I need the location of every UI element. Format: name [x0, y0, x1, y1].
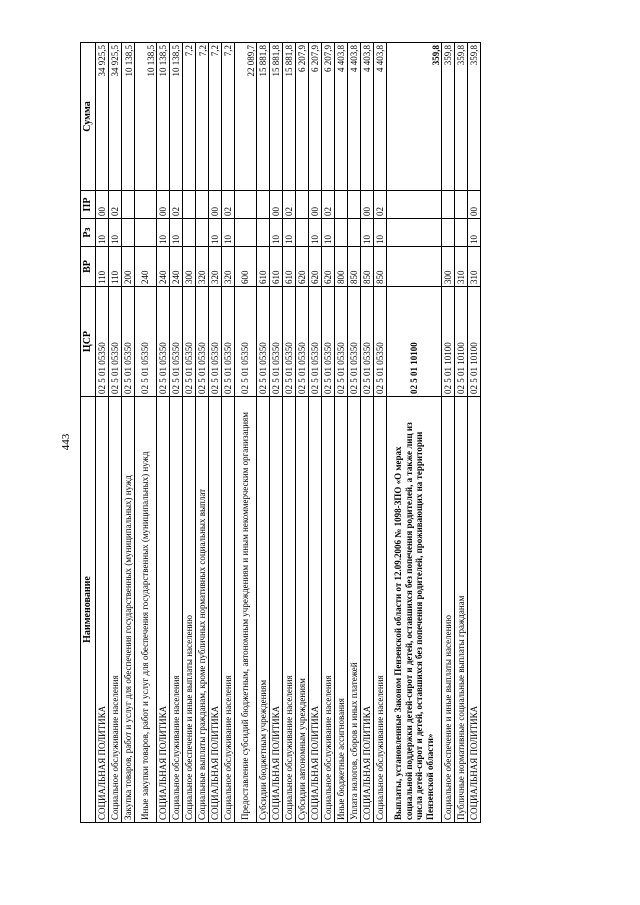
cell-vr: 310	[455, 247, 468, 287]
cell-csr: 02 5 01 10100	[468, 287, 481, 397]
cell-pr: 02	[374, 191, 387, 219]
cell-sum: 6 207,9	[309, 43, 322, 191]
cell-pr	[183, 191, 196, 219]
cell-sum: 15 881,8	[270, 43, 283, 191]
cell-name: Социальное обслуживание населения	[170, 397, 183, 823]
cell-pr	[387, 191, 442, 219]
cell-vr: 300	[442, 247, 455, 287]
cell-name: СОЦИАЛЬНАЯ ПОЛИТИКА	[270, 397, 283, 823]
rotated-table-container	[80, 43, 550, 823]
cell-name: Социальные выплаты гражданам, кроме публичных нормативных социальных выплат	[196, 397, 209, 823]
cell-pr	[257, 191, 270, 219]
cell-rz	[455, 219, 468, 247]
cell-csr: 02 5 01 05350	[309, 287, 322, 397]
table-row	[387, 43, 442, 823]
cell-pr	[235, 191, 257, 219]
table-row	[455, 43, 468, 823]
cell-vr: 240	[170, 247, 183, 287]
cell-vr: 320	[222, 247, 235, 287]
cell-sum: 34 925,5	[109, 43, 122, 191]
cell-csr: 02 5 01 05350	[270, 287, 283, 397]
cell-csr: 02 5 01 05350	[361, 287, 374, 397]
cell-csr: 02 5 01 05350	[283, 287, 296, 397]
cell-rz: 10	[270, 219, 283, 247]
table-row	[222, 43, 235, 823]
table-row	[296, 43, 309, 823]
cell-name: СОЦИАЛЬНАЯ ПОЛИТИКА	[157, 397, 170, 823]
cell-pr: 02	[222, 191, 235, 219]
cell-sum: 15 881,8	[283, 43, 296, 191]
cell-pr	[348, 191, 361, 219]
table-row	[322, 43, 335, 823]
cell-pr	[122, 191, 135, 219]
cell-vr: 300	[183, 247, 196, 287]
cell-rz	[122, 219, 135, 247]
cell-csr: 02 5 01 05350	[109, 287, 122, 397]
cell-rz	[235, 219, 257, 247]
cell-name: Социальное обеспечение и иные выплаты населению	[442, 397, 455, 823]
cell-vr: 110	[109, 247, 122, 287]
cell-pr	[296, 191, 309, 219]
table-row	[257, 43, 270, 823]
cell-csr: 02 5 01 05350	[222, 287, 235, 397]
cell-vr: 850	[348, 247, 361, 287]
cell-name: СОЦИАЛЬНАЯ ПОЛИТИКА	[468, 397, 481, 823]
cell-csr: 02 5 01 05350	[235, 287, 257, 397]
table-row	[157, 43, 170, 823]
cell-sum: 34 925,5	[96, 43, 109, 191]
cell-csr: 02 5 01 10100	[387, 287, 442, 397]
cell-name: СОЦИАЛЬНАЯ ПОЛИТИКА	[209, 397, 222, 823]
table-row	[183, 43, 196, 823]
cell-rz	[135, 219, 157, 247]
table-row	[109, 43, 122, 823]
cell-vr: 850	[361, 247, 374, 287]
cell-pr: 00	[468, 191, 481, 219]
cell-name: Субсидии автономным учреждениям	[296, 397, 309, 823]
cell-sum: 6 207,9	[322, 43, 335, 191]
cell-sum: 4 403,8	[348, 43, 361, 191]
cell-pr	[335, 191, 348, 219]
cell-pr: 00	[270, 191, 283, 219]
table-row	[374, 43, 387, 823]
page-number: 443	[60, 433, 72, 451]
cell-rz: 10	[322, 219, 335, 247]
cell-name: Уплата налогов, сборов и иных платежей	[348, 397, 361, 823]
cell-pr: 00	[96, 191, 109, 219]
cell-csr: 02 5 01 05350	[374, 287, 387, 397]
cell-csr: 02 5 01 10100	[455, 287, 468, 397]
cell-vr: 110	[96, 247, 109, 287]
table-row	[170, 43, 183, 823]
cell-rz: 10	[96, 219, 109, 247]
header-name: Наименование	[81, 397, 96, 823]
cell-name: Социальное обслуживание населения	[322, 397, 335, 823]
cell-vr: 610	[270, 247, 283, 287]
cell-rz	[442, 219, 455, 247]
cell-pr: 00	[209, 191, 222, 219]
cell-name: Субсидии бюджетным учреждениям	[257, 397, 270, 823]
cell-name: Иные закупки товаров, работ и услуг для обеспечения государственных (муниципальных) нужд	[135, 397, 157, 823]
cell-pr: 00	[309, 191, 322, 219]
cell-rz: 10	[468, 219, 481, 247]
budget-table	[80, 42, 481, 823]
cell-rz: 10	[109, 219, 122, 247]
cell-pr: 02	[170, 191, 183, 219]
cell-name: Социальное обслуживание населения	[374, 397, 387, 823]
cell-rz	[257, 219, 270, 247]
cell-rz: 10	[374, 219, 387, 247]
cell-vr: 320	[209, 247, 222, 287]
cell-sum: 4 403,8	[335, 43, 348, 191]
cell-pr	[196, 191, 209, 219]
cell-sum: 6 207,9	[296, 43, 309, 191]
cell-sum: 4 403,8	[361, 43, 374, 191]
cell-rz	[196, 219, 209, 247]
table-row	[135, 43, 157, 823]
cell-vr: 800	[335, 247, 348, 287]
cell-vr: 620	[309, 247, 322, 287]
cell-sum: 359,8	[387, 43, 442, 191]
cell-rz	[387, 219, 442, 247]
cell-name: Выплаты, установленные Законом Пензенской области от 12.09.2006 № 1098-ЗПО «О мерах социальной поддержки детей-сирот и детей, оставшихся без попечения родителей, а также лиц из числа детей-сирот и детей, оставшихся без попечения родителей, проживающих на территории Пензенской области»	[387, 397, 442, 823]
header-vr: ВР	[81, 247, 96, 287]
table-row	[361, 43, 374, 823]
cell-vr: 310	[468, 247, 481, 287]
cell-csr: 02 5 01 05350	[257, 287, 270, 397]
cell-sum: 359,8	[468, 43, 481, 191]
header-csr: ЦСР	[81, 287, 96, 397]
cell-vr: 320	[196, 247, 209, 287]
table-row	[270, 43, 283, 823]
cell-csr: 02 5 01 05350	[157, 287, 170, 397]
cell-csr: 02 5 01 05350	[348, 287, 361, 397]
cell-rz: 10	[361, 219, 374, 247]
cell-sum: 7,2	[196, 43, 209, 191]
cell-name: СОЦИАЛЬНАЯ ПОЛИТИКА	[96, 397, 109, 823]
cell-vr	[387, 247, 442, 287]
table-header-row	[81, 43, 96, 823]
cell-pr	[442, 191, 455, 219]
cell-vr: 240	[157, 247, 170, 287]
cell-sum: 22 089,7	[235, 43, 257, 191]
cell-name: Социальное обслуживание населения	[222, 397, 235, 823]
cell-vr: 610	[257, 247, 270, 287]
cell-sum: 7,2	[222, 43, 235, 191]
cell-rz	[335, 219, 348, 247]
cell-pr: 02	[283, 191, 296, 219]
table-row	[96, 43, 109, 823]
cell-rz: 10	[222, 219, 235, 247]
cell-rz: 10	[283, 219, 296, 247]
cell-sum: 359,8	[442, 43, 455, 191]
table-row	[348, 43, 361, 823]
cell-sum: 10 138,5	[170, 43, 183, 191]
cell-sum: 359,8	[455, 43, 468, 191]
cell-vr: 610	[283, 247, 296, 287]
cell-sum: 15 881,8	[257, 43, 270, 191]
cell-vr: 620	[296, 247, 309, 287]
cell-csr: 02 5 01 05350	[196, 287, 209, 397]
cell-sum: 10 138,5	[157, 43, 170, 191]
cell-name: Публичные нормативные социальные выплаты гражданам	[455, 397, 468, 823]
cell-name: Закупка товаров, работ и услуг для обеспечения государственных (муниципальных) нужд	[122, 397, 135, 823]
cell-name: СОЦИАЛЬНАЯ ПОЛИТИКА	[309, 397, 322, 823]
table-row	[122, 43, 135, 823]
cell-pr	[135, 191, 157, 219]
cell-rz: 10	[157, 219, 170, 247]
cell-csr: 02 5 01 05350	[122, 287, 135, 397]
cell-csr: 02 5 01 05350	[96, 287, 109, 397]
cell-name: Предоставление субсидий бюджетным, автономным учреждениям и иным некоммерческим организациям	[235, 397, 257, 823]
cell-vr: 620	[322, 247, 335, 287]
cell-csr: 02 5 01 05350	[209, 287, 222, 397]
cell-name: Социальное обслуживание населения	[109, 397, 122, 823]
table-row	[468, 43, 481, 823]
cell-vr: 600	[235, 247, 257, 287]
table-row	[196, 43, 209, 823]
cell-sum: 7,2	[183, 43, 196, 191]
cell-csr: 02 5 01 05350	[135, 287, 157, 397]
cell-rz: 10	[209, 219, 222, 247]
cell-pr: 02	[109, 191, 122, 219]
cell-pr: 00	[157, 191, 170, 219]
cell-csr: 02 5 01 05350	[296, 287, 309, 397]
cell-name: Социальное обеспечение и иные выплаты населению	[183, 397, 196, 823]
cell-pr: 02	[322, 191, 335, 219]
cell-csr: 02 5 01 05350	[170, 287, 183, 397]
cell-sum: 10 138,5	[135, 43, 157, 191]
header-sum: Сумма	[81, 43, 96, 191]
table-row	[209, 43, 222, 823]
cell-rz	[348, 219, 361, 247]
cell-csr: 02 5 01 10100	[442, 287, 455, 397]
cell-rz: 10	[309, 219, 322, 247]
cell-rz	[183, 219, 196, 247]
cell-vr: 850	[374, 247, 387, 287]
cell-name: Иные бюджетные ассигнования	[335, 397, 348, 823]
cell-sum: 4 403,8	[374, 43, 387, 191]
cell-rz: 10	[170, 219, 183, 247]
cell-pr	[455, 191, 468, 219]
table-body	[96, 43, 481, 823]
cell-sum: 10 138,5	[122, 43, 135, 191]
cell-name: СОЦИАЛЬНАЯ ПОЛИТИКА	[361, 397, 374, 823]
table-row	[335, 43, 348, 823]
cell-pr: 00	[361, 191, 374, 219]
cell-sum: 7,2	[209, 43, 222, 191]
table-row	[309, 43, 322, 823]
cell-csr: 02 5 01 05350	[183, 287, 196, 397]
header-rz: Рз	[81, 219, 96, 247]
table-row	[235, 43, 257, 823]
cell-csr: 02 5 01 05350	[335, 287, 348, 397]
table-row	[442, 43, 455, 823]
header-pr: ПР	[81, 191, 96, 219]
cell-csr: 02 5 01 05350	[322, 287, 335, 397]
cell-vr: 240	[135, 247, 157, 287]
cell-rz	[296, 219, 309, 247]
table-row	[283, 43, 296, 823]
cell-vr: 200	[122, 247, 135, 287]
cell-name: Социальное обслуживание населения	[283, 397, 296, 823]
